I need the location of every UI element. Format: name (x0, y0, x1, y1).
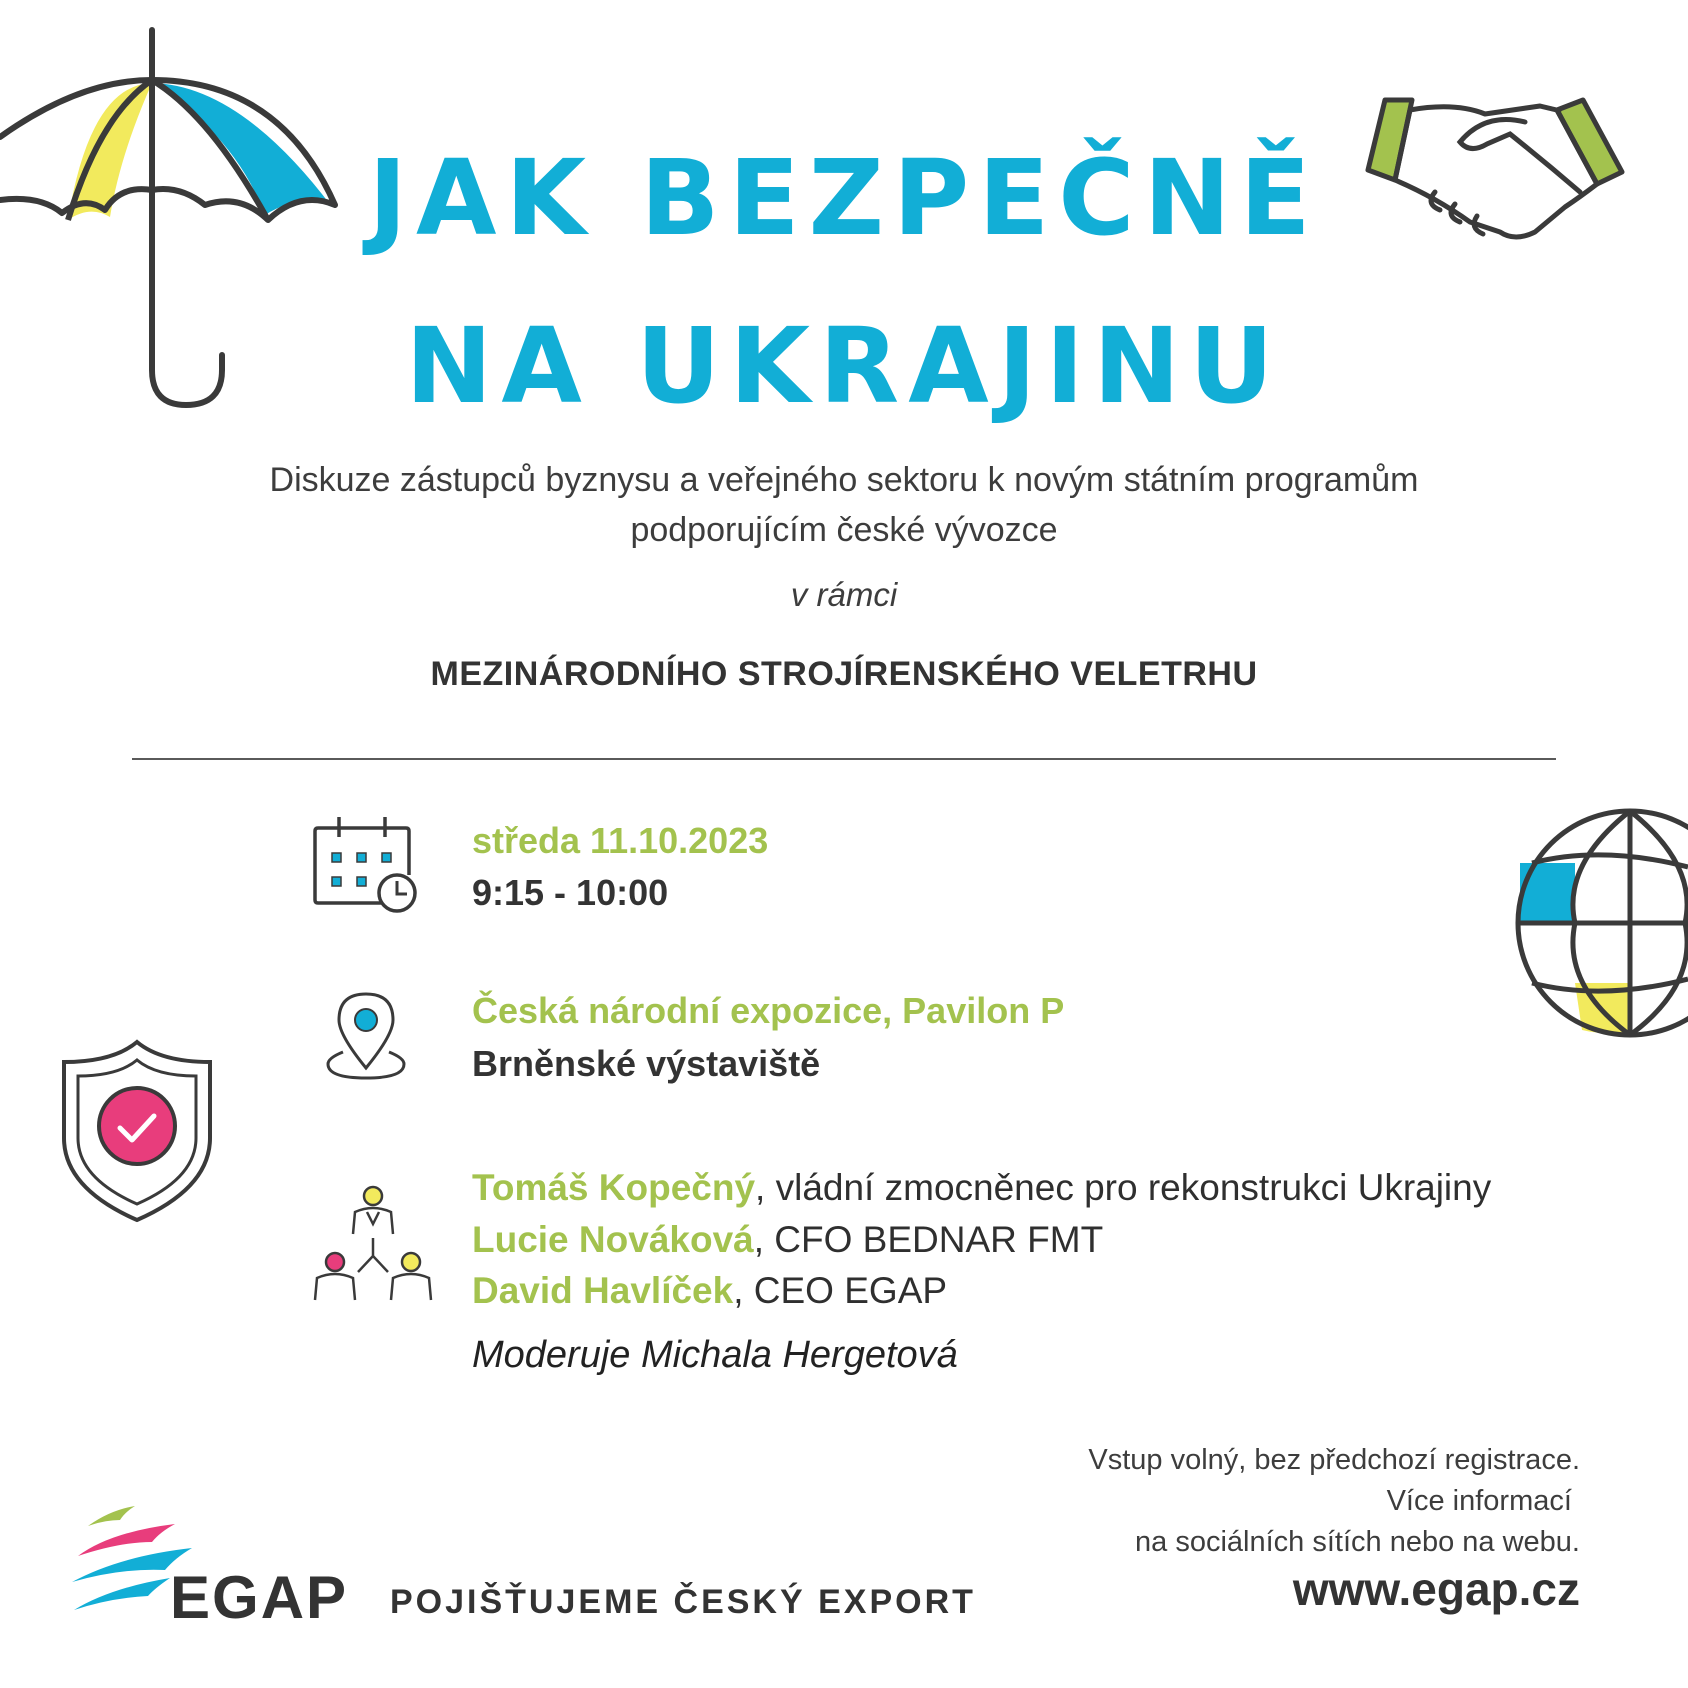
website-link[interactable]: www.egap.cz (1292, 1563, 1580, 1615)
speaker-role: , vládní zmocněnec pro rekonstrukci Ukrajiny (755, 1167, 1492, 1208)
channels-note: na sociálních sítích nebo na webu. (1135, 1526, 1580, 1558)
event-venue: Česká národní expozice, Pavilon P (472, 990, 1065, 1031)
event-date: středa 11.10.2023 (472, 820, 769, 861)
speaker-name: David Havlíček (472, 1270, 734, 1311)
shield-check-icon (58, 1038, 216, 1224)
speaker-row (472, 1214, 1103, 1265)
speaker-name: Lucie Nováková (472, 1219, 754, 1260)
speaker-role: , CFO BEDNAR FMT (753, 1219, 1104, 1260)
entry-note: Vstup volný, bez předchozí registrace. (1088, 1444, 1580, 1476)
fair-name: MEZINÁRODNÍHO STROJÍRENSKÉHO VELETRHU (430, 655, 1258, 693)
location-pin-icon (325, 990, 407, 1082)
divider (132, 758, 1556, 760)
egap-slogan: POJIŠŤUJEME ČESKÝ EXPORT (390, 1583, 976, 1621)
more-info-note: Více informací (1386, 1485, 1580, 1517)
speaker-row (472, 1265, 947, 1316)
subtitle-line-2: podporujícím české vývozce (630, 511, 1058, 549)
speaker-role: , CEO EGAP (733, 1270, 948, 1311)
title-line-1: JAK BEZPEČNĚ (368, 137, 1320, 259)
team-icon (310, 1182, 435, 1304)
event-time: 9:15 - 10:00 (472, 872, 669, 913)
calendar-icon (312, 815, 420, 915)
speaker-name: Tomáš Kopečný (472, 1167, 756, 1208)
title-line-2: NA UKRAJINU (405, 305, 1283, 427)
subtitle-line-1: Diskuze zástupců byznysu a veřejného sektoru k novým státním programům (269, 461, 1419, 499)
event-location: Brněnské výstaviště (472, 1043, 821, 1084)
globe-icon (1512, 805, 1688, 1040)
egap-logo-text: EGAP (170, 1564, 349, 1631)
in-frame-text: v rámci (790, 576, 898, 613)
moderator: Moderuje Michala Hergetová (472, 1334, 958, 1376)
speaker-row (472, 1162, 1491, 1213)
